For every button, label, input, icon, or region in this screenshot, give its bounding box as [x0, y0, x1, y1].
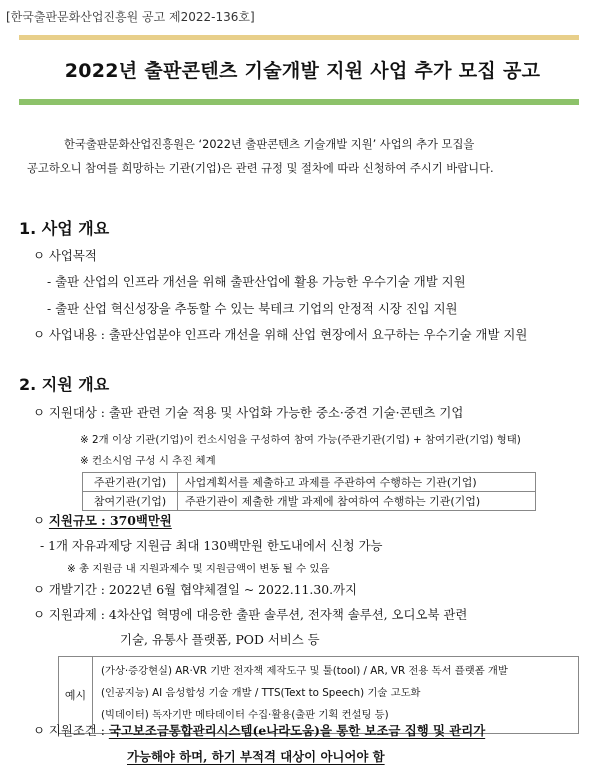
table-row [83, 473, 536, 492]
purpose-item-1: - 출판 산업의 인프라 개선을 위해 출판산업에 활용 가능한 우수기술 개발 지원 [47, 274, 466, 289]
task-line-1: ㅇ 지원과제 : 4차산업 혁명에 대응한 출판 솔루션, 전자책 솔루션, 오디오북 관련 [33, 607, 468, 622]
example-item: (가상·증강현실) AR·VR 기반 전자책 제작도구 및 툴(tool) / AR, VR 전용 독서 플랫폼 개발 [101, 665, 508, 677]
page-title: 2022년 출판콘텐츠 기술개발 지원 사업 추가 모집 공고 [64, 60, 541, 82]
consortium-note: ※ 2개 이상 기관(기업)이 컨소시엄을 구성하여 참여 가능(주관기관(기업) + 참여기관(기업) 형태) [80, 434, 521, 446]
structure-note: ※ 컨소시엄 구성 시 추진 체계 [80, 455, 216, 467]
examples-label: 예시 [59, 657, 93, 733]
intro-line-2: 공고하오니 참여를 희망하는 기관(기업)은 관련 규정 및 절차에 따라 신청하여 주시기 바랍니다. [27, 162, 494, 175]
target-line: ㅇ 지원대상 : 출판 관련 기술 적용 및 사업화 가능한 중소·중견 기술·콘텐츠 기업 [33, 405, 464, 420]
title-bottom-rule [19, 99, 579, 105]
condition-line-2: 가능해야 하며, 하기 부적격 대상이 아니어야 함 [127, 749, 385, 764]
content-line: ㅇ 사업내용 : 출판산업분야 인프라 개선을 위해 산업 현장에서 요구하는 우수기술 개발 지원 [33, 327, 528, 342]
scale-amount: 지원규모 : 370백만원 [48, 513, 172, 528]
purpose-label: ㅇ 사업목적 [33, 248, 97, 263]
table-row [83, 492, 536, 511]
consortium-table [82, 472, 536, 511]
table-cell-role: 주관기관(기업) [83, 473, 178, 492]
purpose-item-2: - 출판 산업 혁신성장을 추동할 수 있는 북테크 기업의 안정적 시장 진입 지원 [47, 301, 458, 316]
section1-heading: 1. 사업 개요 [19, 219, 110, 238]
intro-line-1: 한국출판문화산업진흥원은 ‘2022년 출판콘텐츠 기술개발 지원’ 사업의 추가 모집을 [64, 138, 475, 151]
scale-note: ※ 총 지원금 내 지원과제수 및 지원금액이 변동 될 수 있음 [67, 563, 330, 575]
task-line-2: 기술, 유통사 플랫폼, POD 서비스 등 [120, 632, 320, 647]
condition-text-1: 국고보조금통합관리시스템(e나라도움)을 통한 보조금 집행 및 관리가 [108, 723, 486, 738]
scale-line [33, 511, 172, 529]
scale-item: - 1개 자유과제당 지원금 최대 130백만원 한도내에서 신청 가능 [40, 538, 383, 553]
period-line: ㅇ 개발기간 : 2022년 6월 협약체결일 ~ 2022.11.30.까지 [33, 582, 357, 597]
table-cell-desc: 주관기관이 제출한 개발 과제에 참여하여 수행하는 기관(기업) [178, 492, 536, 511]
example-item: (인공지능) AI 음성합성 기술 개발 / TTS(Text to Speech) 기술 고도화 [101, 687, 421, 699]
table-cell-role: 참여기관(기업) [83, 492, 178, 511]
notice-number: [한국출판문화산업진흥원 공고 제2022-136호] [6, 10, 255, 24]
example-item: (빅데이터) 독자기반 메타데이터 수집·활용(출판 기획 컨설팅 등) [101, 709, 389, 721]
title-top-rule [19, 35, 579, 40]
condition-line-1 [33, 721, 485, 739]
scale-bullet: ㅇ [33, 513, 49, 528]
section2-heading: 2. 지원 개요 [19, 375, 110, 394]
condition-label: ㅇ 지원조건 : [33, 723, 109, 738]
table-cell-desc: 사업계획서를 제출하고 과제를 주관하여 수행하는 기관(기업) [178, 473, 536, 492]
